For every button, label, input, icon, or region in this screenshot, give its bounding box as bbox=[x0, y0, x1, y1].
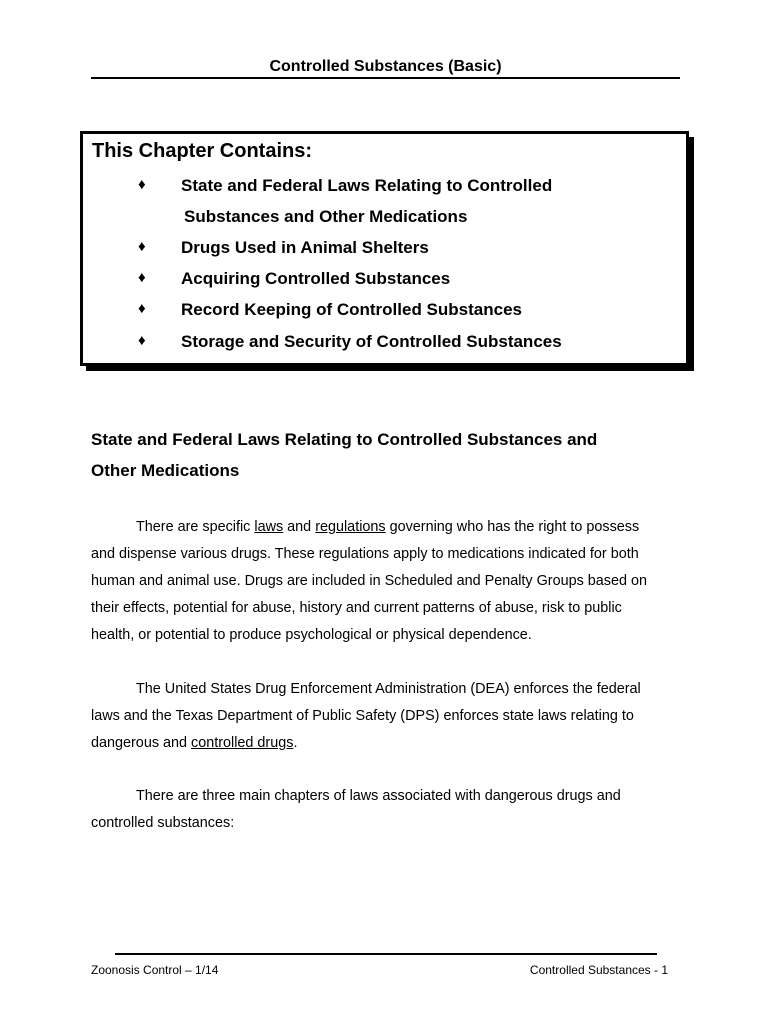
chapter-item-text: Drugs Used in Animal Shelters bbox=[181, 238, 429, 257]
chapter-item-continuation bbox=[83, 207, 683, 235]
paragraph-line: There are three main chapters of laws associated with dangerous drugs and bbox=[136, 788, 621, 804]
diamond-bullet-icon: ♦ bbox=[138, 269, 146, 286]
section-heading bbox=[91, 424, 691, 486]
chapter-item-text: Storage and Security of Controlled Substances bbox=[181, 332, 562, 351]
regulations-link[interactable]: regulations bbox=[315, 519, 386, 535]
paragraph-line: and dispense various drugs. These regulations apply to medications indicated for both bbox=[91, 546, 639, 562]
chapter-contents-box bbox=[80, 131, 689, 366]
footer-left-text: Zoonosis Control – 1/14 bbox=[91, 963, 219, 977]
footer-page-number: Controlled Substances - 1 bbox=[529, 963, 668, 977]
diamond-bullet-icon: ♦ bbox=[138, 238, 146, 255]
chapter-item-text: Record Keeping of Controlled Substances bbox=[181, 300, 522, 319]
controlled-drugs-link[interactable]: controlled drugs bbox=[191, 735, 294, 751]
paragraph-laws-regulations bbox=[91, 514, 691, 649]
paragraph-line: controlled substances: bbox=[91, 815, 235, 831]
diamond-bullet-icon: ♦ bbox=[138, 332, 146, 349]
paragraph-line: laws and the Texas Department of Public Safety (DPS) enforces state laws relating to bbox=[91, 708, 634, 724]
chapter-item-text: State and Federal Laws Relating to Controlled bbox=[181, 176, 553, 195]
section-heading-line: Other Medications bbox=[91, 461, 240, 480]
footer-rule bbox=[115, 953, 657, 955]
chapter-item bbox=[83, 176, 683, 204]
paragraph-three-chapters bbox=[91, 783, 691, 837]
chapter-box-title: This Chapter Contains: bbox=[92, 140, 313, 162]
section-heading-line: State and Federal Laws Relating to Controlled Substances and bbox=[91, 430, 598, 449]
chapter-item bbox=[83, 300, 683, 328]
chapter-item-text: Acquiring Controlled Substances bbox=[181, 269, 451, 288]
chapter-item-text: Substances and Other Medications bbox=[184, 207, 468, 226]
diamond-bullet-icon: ♦ bbox=[138, 300, 146, 317]
page-header-title: Controlled Substances (Basic) bbox=[91, 58, 680, 79]
paragraph-line: dangerous and controlled drugs. bbox=[91, 735, 298, 751]
diamond-bullet-icon: ♦ bbox=[138, 176, 146, 193]
laws-link[interactable]: laws bbox=[254, 519, 284, 535]
chapter-item bbox=[83, 332, 683, 360]
chapter-item bbox=[83, 269, 683, 297]
paragraph-line: their effects, potential for abuse, history and current patterns of abuse, risk to public bbox=[91, 600, 622, 616]
paragraph-line: The United States Drug Enforcement Administration (DEA) enforces the federal bbox=[136, 681, 641, 697]
paragraph-line: health, or potential to produce psychological or physical dependence. bbox=[91, 627, 532, 643]
paragraph-line: human and animal use. Drugs are included in Scheduled and Penalty Groups based on bbox=[91, 573, 647, 589]
paragraph-line: There are specific laws and regulations governing who has the right to possess bbox=[136, 519, 640, 535]
chapter-item bbox=[83, 238, 683, 266]
paragraph-enforcement bbox=[91, 676, 691, 757]
